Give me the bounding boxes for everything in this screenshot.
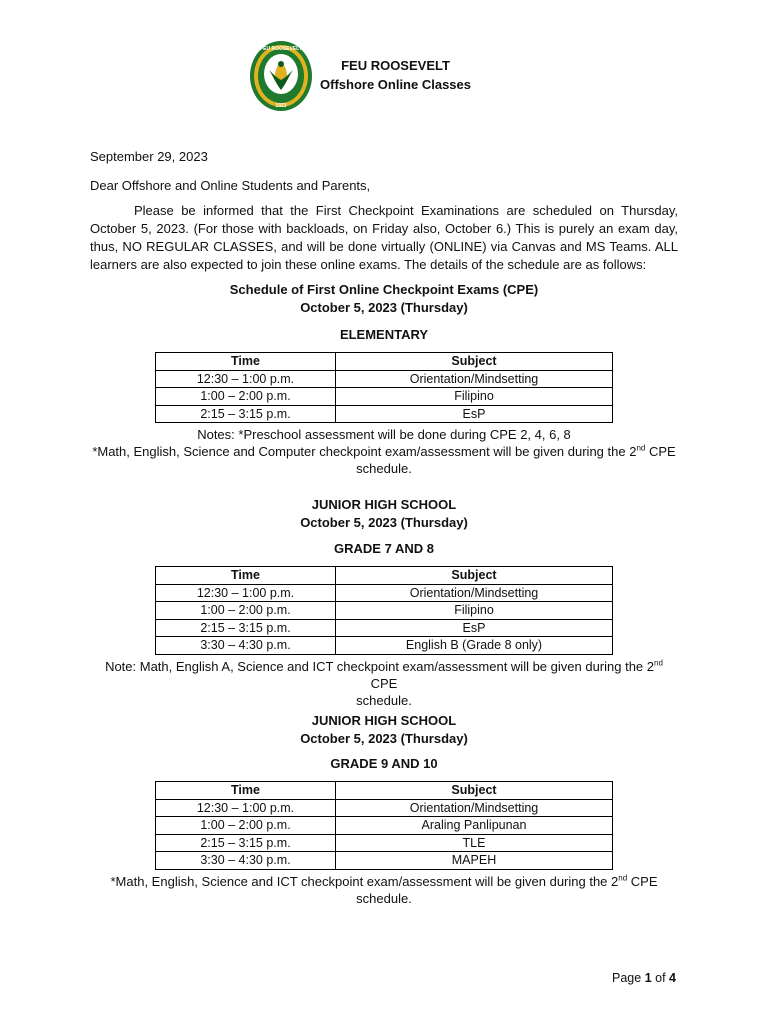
table-cell: EsP: [336, 619, 613, 637]
grade-9-10-note: [90, 873, 678, 907]
elementary-schedule-table: [155, 352, 613, 423]
elementary-note: [90, 426, 678, 477]
letter-date: September 29, 2023: [90, 149, 208, 164]
table-cell: Araling Panlipunan: [336, 817, 613, 835]
note-line: schedule.: [356, 461, 412, 476]
section-subheading-grade-7-8: GRADE 7 AND 8: [334, 541, 434, 556]
grade-7-8-note: [90, 658, 678, 709]
note-line: Notes: *Preschool assessment will be done during CPE 2, 4, 6, 8: [197, 427, 571, 442]
table-cell: 2:15 – 3:15 p.m.: [156, 405, 336, 423]
grade-9-10-schedule-table: [155, 781, 613, 870]
table-cell: Filipino: [336, 388, 613, 406]
section-heading-elementary: ELEMENTARY: [339, 327, 429, 342]
feu-roosevelt-seal-logo: [249, 40, 313, 112]
table-cell: 12:30 – 1:00 p.m.: [156, 584, 336, 602]
logo-year: 1923: [275, 103, 287, 109]
table-cell: 12:30 – 1:00 p.m.: [156, 799, 336, 817]
section-heading-jhs: JUNIOR HIGH SCHOOL: [311, 713, 457, 728]
note-line: Note: Math, English A, Science and ICT checkpoint exam/assessment will be given during the 2nd CPE: [105, 658, 663, 691]
letterhead: [320, 56, 471, 94]
page-total: 4: [669, 971, 676, 985]
subject-header: Subject: [336, 782, 613, 800]
table-header-row: [156, 353, 613, 371]
time-header: Time: [156, 353, 336, 371]
subject-header: Subject: [336, 567, 613, 585]
table-row: [156, 602, 613, 620]
note-line: *Math, English, Science and ICT checkpoint exam/assessment will be given during the 2nd CPE schedule.: [110, 873, 658, 906]
program-name: Offshore Online Classes: [320, 77, 471, 92]
schedule-title: Schedule of First Online Checkpoint Exams (CPE): [229, 282, 539, 297]
table-cell: TLE: [336, 834, 613, 852]
section-subheading-grade-9-10: GRADE 9 AND 10: [330, 756, 438, 771]
table-row: [156, 370, 613, 388]
section-date: October 5, 2023 (Thursday): [300, 731, 468, 746]
table-row: [156, 388, 613, 406]
table-row: [156, 584, 613, 602]
note-line: *Math, English, Science and Computer checkpoint exam/assessment will be given during the 2nd CPE: [92, 443, 676, 459]
salutation: Dear Offshore and Online Students and Parents,: [90, 178, 371, 193]
table-cell: Orientation/Mindsetting: [336, 799, 613, 817]
table-cell: 3:30 – 4:30 p.m.: [156, 637, 336, 655]
table-cell: 1:00 – 2:00 p.m.: [156, 388, 336, 406]
table-cell: 2:15 – 3:15 p.m.: [156, 834, 336, 852]
table-row: [156, 619, 613, 637]
note-line: schedule.: [356, 693, 412, 708]
letter-body: Please be informed that the First Checkpoint Examinations are scheduled on Thursday, October 5, 2023. (For those with backloads, on Friday also, October 6.) This is purely an exam day, thus, NO REGULAR CLASSES, and will be done virtually (ONLINE) via Canvas and MS Teams. ALL learners are also expected to join these online exams. The details of the schedule are as follows:: [90, 203, 678, 272]
table-header-row: [156, 782, 613, 800]
page-label: Page: [612, 971, 642, 985]
table-cell: MAPEH: [336, 852, 613, 870]
schedule-date: October 5, 2023 (Thursday): [300, 300, 468, 315]
table-cell: Orientation/Mindsetting: [336, 584, 613, 602]
table-row: [156, 637, 613, 655]
page-current: 1: [644, 971, 652, 985]
table-row: [156, 852, 613, 870]
section-date: October 5, 2023 (Thursday): [300, 515, 468, 530]
section-heading-jhs: JUNIOR HIGH SCHOOL: [311, 497, 457, 512]
logo-text: FEU ROOSEVELT: [260, 46, 302, 52]
subject-header: Subject: [336, 353, 613, 371]
page-of-label: of: [655, 971, 666, 985]
page-number-footer: [612, 971, 676, 985]
table-row: [156, 834, 613, 852]
table-header-row: [156, 567, 613, 585]
table-row: [156, 799, 613, 817]
table-cell: Filipino: [336, 602, 613, 620]
table-cell: 3:30 – 4:30 p.m.: [156, 852, 336, 870]
table-cell: English B (Grade 8 only): [336, 637, 613, 655]
table-cell: 1:00 – 2:00 p.m.: [156, 602, 336, 620]
table-row: [156, 405, 613, 423]
table-cell: Orientation/Mindsetting: [336, 370, 613, 388]
table-cell: EsP: [336, 405, 613, 423]
time-header: Time: [156, 567, 336, 585]
table-cell: 12:30 – 1:00 p.m.: [156, 370, 336, 388]
table-cell: 2:15 – 3:15 p.m.: [156, 619, 336, 637]
table-cell: 1:00 – 2:00 p.m.: [156, 817, 336, 835]
org-name: FEU ROOSEVELT: [341, 58, 450, 73]
grade-7-8-schedule-table: [155, 566, 613, 655]
time-header: Time: [156, 782, 336, 800]
table-row: [156, 817, 613, 835]
